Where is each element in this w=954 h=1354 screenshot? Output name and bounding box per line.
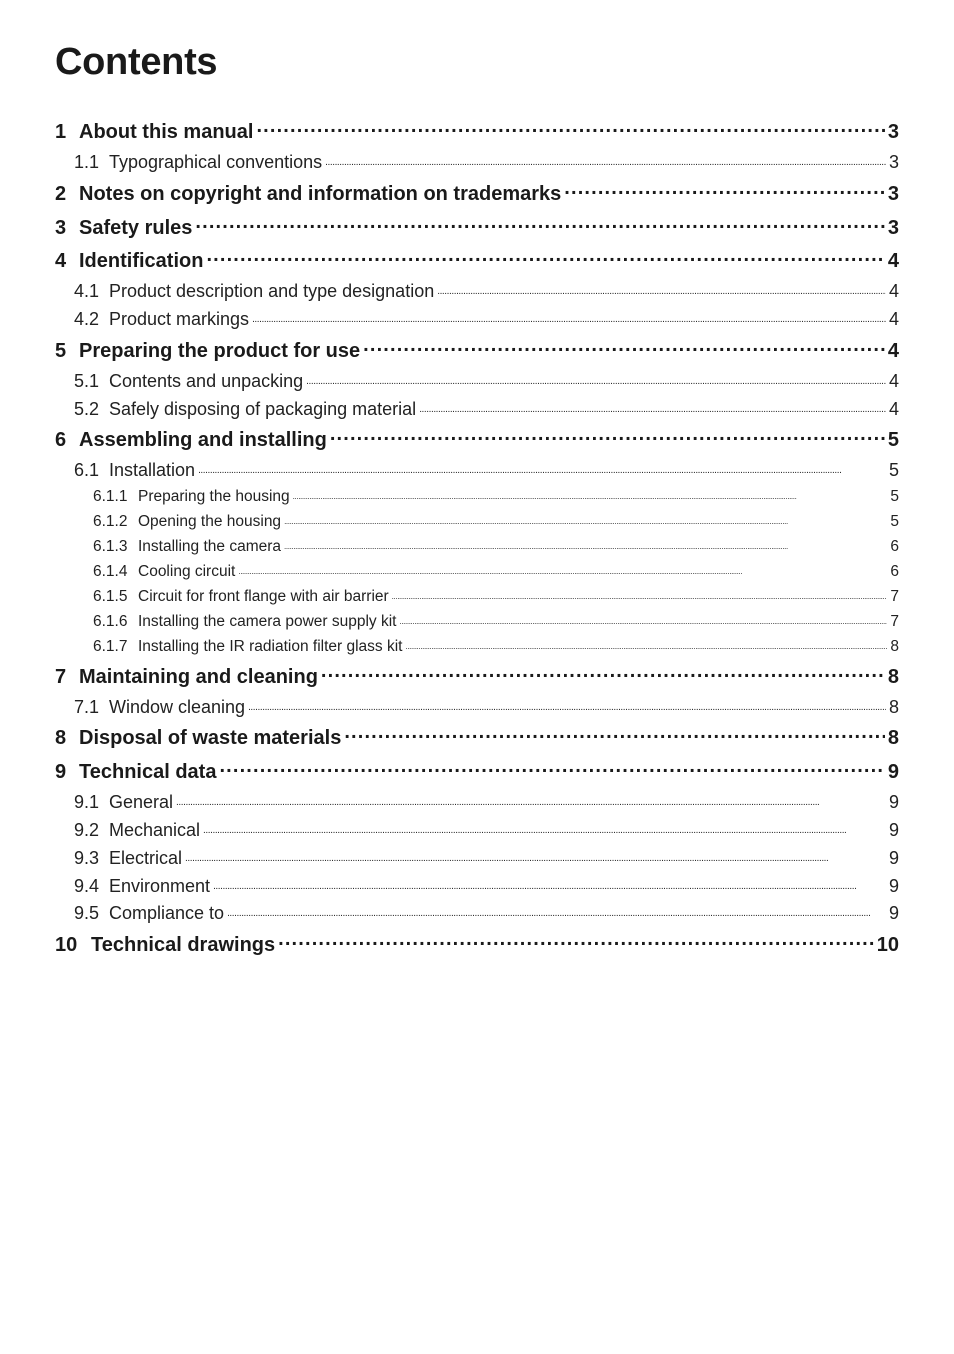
toc-entry-page-number: 8 <box>890 637 899 655</box>
toc-entry-label: Electrical <box>109 848 183 868</box>
toc-entry-level-3[interactable] <box>55 510 899 531</box>
toc-entry-label: Preparing the housing <box>138 487 290 505</box>
toc-dot-leader <box>325 150 886 168</box>
toc-entry-number: 2 <box>55 183 67 205</box>
toc-entry-label: Mechanical <box>109 820 201 840</box>
toc-entry-page-number: 4 <box>888 371 899 391</box>
toc-entry-page-number: 6 <box>890 562 899 580</box>
toc-entry-number: 9 <box>55 761 67 783</box>
toc-entry-label: Installing the IR radiation filter glass kit <box>138 637 403 655</box>
toc-dot-leader <box>252 307 886 325</box>
toc-entry-page-number: 5 <box>890 512 899 530</box>
toc-entry-page-number: 8 <box>887 727 899 749</box>
toc-entry-number: 6.1.3 <box>93 537 128 555</box>
toc-entry-label: Compliance to <box>109 903 225 923</box>
toc-entry-number: 8 <box>55 727 67 749</box>
toc-entry-level-1[interactable] <box>55 426 899 452</box>
toc-dot-leader <box>399 610 887 626</box>
toc-entry-level-1[interactable] <box>55 724 899 750</box>
toc-entry-number: 9.2 <box>74 820 100 840</box>
toc-entry-label: Technical drawings <box>91 934 276 956</box>
toc-entry-level-3[interactable] <box>55 585 899 606</box>
toc-entry-level-2[interactable] <box>55 818 899 841</box>
toc-entry-page-number: 9 <box>888 848 899 868</box>
toc-entry-page-number: 4 <box>887 250 899 272</box>
toc-entry-label: Circuit for front flange with air barrier <box>138 587 389 605</box>
toc-entry-number: 4.2 <box>74 309 100 329</box>
toc-entry-label: Maintaining and cleaning <box>79 666 318 688</box>
toc-entry-level-1[interactable] <box>55 180 899 206</box>
toc-entry-level-1[interactable] <box>55 337 899 363</box>
toc-entry-number: 7.1 <box>74 697 100 717</box>
toc-entry-label: Disposal of waste materials <box>79 727 342 749</box>
toc-entry-page-number: 9 <box>888 876 899 896</box>
toc-entry-label: Installing the camera <box>138 537 282 555</box>
toc-entry-level-2[interactable] <box>55 397 899 420</box>
toc-entry-level-3[interactable] <box>55 485 899 506</box>
toc-entry-page-number: 3 <box>888 152 899 172</box>
toc-entry-page-number: 3 <box>887 183 899 205</box>
toc-entry-page-number: 5 <box>890 487 899 505</box>
toc-entry-page-number: 3 <box>887 217 899 239</box>
toc-entry-number: 9.3 <box>74 848 100 868</box>
toc-entry-number: 6.1.4 <box>93 562 128 580</box>
toc-entry-level-2[interactable] <box>55 279 899 302</box>
toc-entry-label: Installation <box>109 460 196 480</box>
toc-entry-number: 10 <box>55 934 78 956</box>
toc-entry-level-2[interactable] <box>55 790 899 813</box>
toc-entry-page-number: 3 <box>887 121 899 143</box>
toc-dot-leader <box>293 485 888 501</box>
toc-dot-leader <box>306 369 886 387</box>
toc-dot-leader <box>564 180 885 200</box>
toc-entry-label: Cooling circuit <box>138 562 236 580</box>
toc-entry-level-1[interactable] <box>55 931 899 957</box>
toc-entry-number: 5.1 <box>74 371 100 391</box>
toc-entry-page-number: 6 <box>890 537 899 555</box>
toc-entry-page-number: 7 <box>890 612 899 630</box>
toc-entry-level-3[interactable] <box>55 635 899 656</box>
toc-entry-page-number: 5 <box>888 460 899 480</box>
toc-entry-label: Environment <box>109 876 211 896</box>
toc-entry-number: 7 <box>55 666 67 688</box>
toc-entry-level-3[interactable] <box>55 560 899 581</box>
toc-entry-level-2[interactable] <box>55 369 899 392</box>
toc-entry-label: General <box>109 792 174 812</box>
toc-entry-label: Notes on copyright and information on trademarks <box>79 183 562 205</box>
toc-entry-level-3[interactable] <box>55 610 899 631</box>
toc-entry-page-number: 8 <box>887 666 899 688</box>
toc-entry-page-number: 4 <box>888 309 899 329</box>
toc-dot-leader <box>185 846 886 864</box>
toc-entry-page-number: 4 <box>888 281 899 301</box>
toc-dot-leader <box>321 663 885 683</box>
toc-entry-label: Product description and type designation <box>109 281 435 301</box>
toc-entry-number: 3 <box>55 217 67 239</box>
page-title: Contents <box>55 41 218 83</box>
toc-entry-number: 9.4 <box>74 876 100 896</box>
toc-entry-number: 6.1.5 <box>93 587 128 605</box>
toc-entry-label: Installing the camera power supply kit <box>138 612 397 630</box>
toc-dot-leader <box>248 695 886 713</box>
toc-dot-leader <box>405 635 887 651</box>
toc-dot-leader <box>238 560 887 576</box>
toc-entry-label: Safely disposing of packaging material <box>109 399 417 419</box>
toc-entry-label: Technical data <box>79 761 217 783</box>
toc-entry-number: 6.1 <box>74 460 100 480</box>
toc-entry-level-3[interactable] <box>55 535 899 556</box>
toc-entry-page-number: 10 <box>876 934 899 956</box>
toc-entry-page-number: 9 <box>887 761 899 783</box>
toc-entry-number: 9.1 <box>74 792 100 812</box>
toc-entry-label: Opening the housing <box>138 512 282 530</box>
toc-entry-label: Product markings <box>109 309 250 329</box>
toc-entry-number: 4 <box>55 250 67 272</box>
toc-dot-leader <box>198 458 886 476</box>
toc-entry-level-2[interactable] <box>55 307 899 330</box>
toc-dot-leader <box>284 510 887 526</box>
toc-entry-page-number: 9 <box>888 820 899 840</box>
toc-entry-number: 5.2 <box>74 399 100 419</box>
toc-dot-leader <box>176 790 886 808</box>
toc-entry-label: Window cleaning <box>109 697 246 717</box>
toc-entry-level-2[interactable] <box>55 874 899 897</box>
toc-entry-page-number: 8 <box>888 697 899 717</box>
toc-dot-leader <box>437 279 886 297</box>
toc-entry-number: 6.1.2 <box>93 512 128 530</box>
toc-entry-level-2[interactable] <box>55 150 899 173</box>
toc-dot-leader <box>227 901 886 919</box>
toc-dot-leader <box>278 931 874 951</box>
toc-entry-page-number: 9 <box>888 792 899 812</box>
toc-entry-label: Typographical conventions <box>109 152 323 172</box>
toc-entry-label: Identification <box>79 250 204 272</box>
toc-dot-leader <box>419 397 886 415</box>
toc-entry-label: About this manual <box>79 121 254 143</box>
toc-entry-page-number: 5 <box>887 429 899 451</box>
toc-entry-level-2[interactable] <box>55 846 899 869</box>
toc-dot-leader <box>392 585 888 601</box>
toc-entry-label: Contents and unpacking <box>109 371 304 391</box>
toc-dot-leader <box>330 426 885 446</box>
toc-entry-label: Assembling and installing <box>79 429 327 451</box>
toc-entry-label: Safety rules <box>79 217 193 239</box>
toc-entry-level-1[interactable] <box>55 118 899 144</box>
contents-page <box>55 36 899 956</box>
toc-dot-leader <box>219 758 884 778</box>
toc-dot-leader <box>206 247 884 267</box>
toc-dot-leader <box>284 535 887 551</box>
toc-entry-number: 9.5 <box>74 903 100 923</box>
toc-entry-number: 6.1.7 <box>93 637 128 655</box>
toc-entry-level-2[interactable] <box>55 458 899 481</box>
toc-entry-page-number: 7 <box>890 587 899 605</box>
toc-dot-leader <box>195 214 884 234</box>
toc-entry-level-2[interactable] <box>55 901 899 924</box>
toc-entry-number: 5 <box>55 340 67 362</box>
toc-entry-page-number: 4 <box>887 340 899 362</box>
toc-entry-page-number: 9 <box>888 903 899 923</box>
toc-entry-level-2[interactable] <box>55 695 899 718</box>
toc-entry-number: 4.1 <box>74 281 100 301</box>
toc-entry-number: 6.1.6 <box>93 612 128 630</box>
toc-dot-leader <box>344 724 885 744</box>
toc-dot-leader <box>213 874 886 892</box>
toc-entry-number: 6 <box>55 429 67 451</box>
toc-entry-level-1[interactable] <box>55 247 899 273</box>
toc-entry-page-number: 4 <box>888 399 899 419</box>
toc-dot-leader <box>203 818 886 836</box>
toc-dot-leader <box>363 337 885 357</box>
toc-entry-number: 1 <box>55 121 67 143</box>
toc-entry-level-1[interactable] <box>55 758 899 784</box>
toc-entry-level-1[interactable] <box>55 214 899 240</box>
toc-entry-label: Preparing the product for use <box>79 340 361 362</box>
toc-entry-number: 6.1.1 <box>93 487 128 505</box>
toc-entry-number: 1.1 <box>74 152 100 172</box>
toc-dot-leader <box>256 118 884 138</box>
toc-entry-level-1[interactable] <box>55 663 899 689</box>
